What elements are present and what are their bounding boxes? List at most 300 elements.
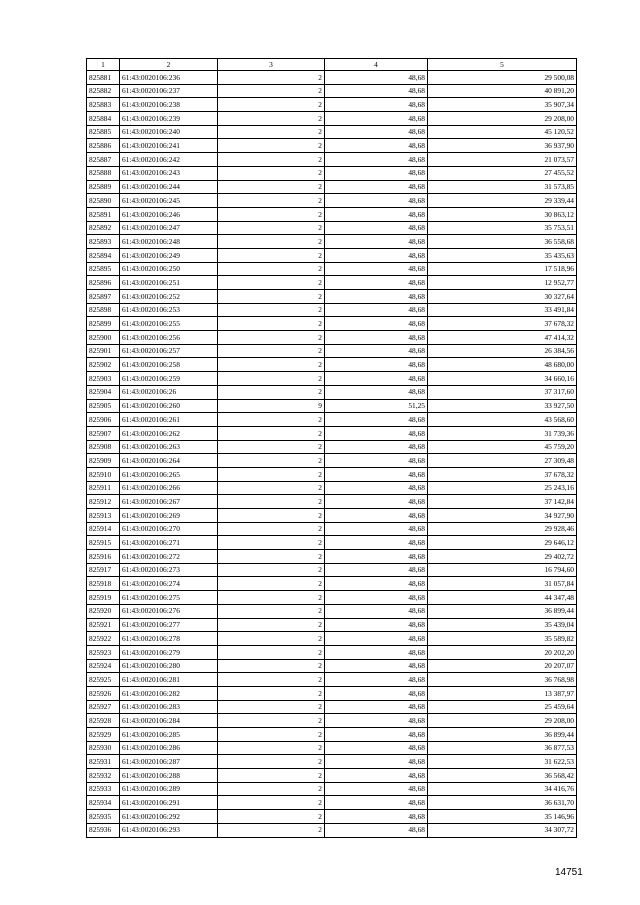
rate-value: 48,68: [325, 645, 428, 659]
amount-value: 36 899,44: [428, 604, 577, 618]
table-row: [87, 399, 577, 413]
rate-value: 48,68: [325, 563, 428, 577]
table-row: [87, 98, 577, 112]
cadastral-number: 61:43:0020106:243: [120, 166, 218, 180]
cadastral-number: 61:43:0020106:292: [120, 810, 218, 824]
category-code: 2: [218, 536, 325, 550]
amount-value: 34 307,72: [428, 823, 577, 837]
record-number: 825889: [87, 180, 120, 194]
rate-value: 48,68: [325, 413, 428, 427]
amount-value: 21 073,57: [428, 153, 577, 167]
rate-value: 48,68: [325, 454, 428, 468]
category-code: 2: [218, 84, 325, 98]
table-row: [87, 673, 577, 687]
table-row: [87, 180, 577, 194]
record-number: 825930: [87, 741, 120, 755]
category-code: 2: [218, 139, 325, 153]
cadastral-number: 61:43:0020106:249: [120, 248, 218, 262]
table-row: [87, 782, 577, 796]
column-header-4: 4: [325, 59, 428, 71]
category-code: 2: [218, 604, 325, 618]
rate-value: 48,68: [325, 714, 428, 728]
cadastral-number: 61:43:0020106:271: [120, 536, 218, 550]
table-row: [87, 426, 577, 440]
category-code: 2: [218, 290, 325, 304]
category-code: 2: [218, 235, 325, 249]
record-number: 825923: [87, 645, 120, 659]
amount-value: 20 202,20: [428, 645, 577, 659]
rate-value: 48,68: [325, 700, 428, 714]
rate-value: 48,68: [325, 385, 428, 399]
cadastral-number: 61:43:0020106:253: [120, 303, 218, 317]
table-row: [87, 509, 577, 523]
record-number: 825928: [87, 714, 120, 728]
table-row: [87, 769, 577, 783]
category-code: 2: [218, 495, 325, 509]
table-row: [87, 700, 577, 714]
rate-value: 48,68: [325, 180, 428, 194]
record-number: 825902: [87, 358, 120, 372]
rate-value: 48,68: [325, 372, 428, 386]
category-code: 2: [218, 153, 325, 167]
amount-value: 29 339,44: [428, 194, 577, 208]
rate-value: 48,68: [325, 810, 428, 824]
amount-value: 26 384,56: [428, 344, 577, 358]
table-header: [87, 59, 577, 71]
record-number: 825925: [87, 673, 120, 687]
rate-value: 48,68: [325, 467, 428, 481]
cadastral-number: 61:43:0020106:281: [120, 673, 218, 687]
rate-value: 48,68: [325, 166, 428, 180]
category-code: 2: [218, 331, 325, 345]
rate-value: 48,68: [325, 536, 428, 550]
record-number: 825897: [87, 290, 120, 304]
category-code: 2: [218, 591, 325, 605]
rate-value: 48,68: [325, 194, 428, 208]
amount-value: 36 768,98: [428, 673, 577, 687]
category-code: 2: [218, 125, 325, 139]
amount-value: 35 439,04: [428, 618, 577, 632]
cadastral-number: 61:43:0020106:26: [120, 385, 218, 399]
cadastral-number: 61:43:0020106:283: [120, 700, 218, 714]
rate-value: 48,68: [325, 139, 428, 153]
record-number: 825913: [87, 509, 120, 523]
record-number: 825915: [87, 536, 120, 550]
cadastral-number: 61:43:0020106:288: [120, 769, 218, 783]
cadastral-number: 61:43:0020106:278: [120, 632, 218, 646]
record-number: 825882: [87, 84, 120, 98]
table-row: [87, 714, 577, 728]
record-number: 825898: [87, 303, 120, 317]
cadastral-number: 61:43:0020106:250: [120, 262, 218, 276]
record-number: 825895: [87, 262, 120, 276]
cadastral-number: 61:43:0020106:248: [120, 235, 218, 249]
cadastral-number: 61:43:0020106:293: [120, 823, 218, 837]
rate-value: 48,68: [325, 235, 428, 249]
cadastral-number: 61:43:0020106:236: [120, 71, 218, 85]
table-row: [87, 481, 577, 495]
record-number: 825896: [87, 276, 120, 290]
amount-value: 27 309,48: [428, 454, 577, 468]
cadastral-number: 61:43:0020106:256: [120, 331, 218, 345]
cadastral-number: 61:43:0020106:267: [120, 495, 218, 509]
category-code: 2: [218, 796, 325, 810]
record-number: 825922: [87, 632, 120, 646]
category-code: 2: [218, 563, 325, 577]
amount-value: 29 402,72: [428, 550, 577, 564]
table-row: [87, 618, 577, 632]
amount-value: 44 347,48: [428, 591, 577, 605]
category-code: 2: [218, 426, 325, 440]
table-row: [87, 495, 577, 509]
record-number: 825935: [87, 810, 120, 824]
category-code: 2: [218, 481, 325, 495]
record-number: 825883: [87, 98, 120, 112]
category-code: 2: [218, 577, 325, 591]
record-number: 825927: [87, 700, 120, 714]
cadastral-number: 61:43:0020106:282: [120, 686, 218, 700]
category-code: 2: [218, 276, 325, 290]
amount-value: 31 739,36: [428, 426, 577, 440]
registry-table: [86, 58, 577, 838]
category-code: 2: [218, 262, 325, 276]
category-code: 2: [218, 317, 325, 331]
table-row: [87, 290, 577, 304]
amount-value: 13 387,97: [428, 686, 577, 700]
amount-value: 35 753,51: [428, 221, 577, 235]
table-row: [87, 344, 577, 358]
cadastral-number: 61:43:0020106:257: [120, 344, 218, 358]
record-number: 825920: [87, 604, 120, 618]
table-row: [87, 659, 577, 673]
rate-value: 48,68: [325, 755, 428, 769]
cadastral-number: 61:43:0020106:252: [120, 290, 218, 304]
amount-value: 25 243,16: [428, 481, 577, 495]
rate-value: 48,68: [325, 782, 428, 796]
amount-value: 30 863,12: [428, 207, 577, 221]
cadastral-number: 61:43:0020106:275: [120, 591, 218, 605]
amount-value: 29 646,12: [428, 536, 577, 550]
rate-value: 48,68: [325, 125, 428, 139]
rate-value: 48,68: [325, 290, 428, 304]
rate-value: 48,68: [325, 331, 428, 345]
cadastral-number: 61:43:0020106:247: [120, 221, 218, 235]
rate-value: 48,68: [325, 632, 428, 646]
record-number: 825929: [87, 728, 120, 742]
cadastral-number: 61:43:0020106:286: [120, 741, 218, 755]
record-number: 825909: [87, 454, 120, 468]
category-code: 2: [218, 372, 325, 386]
amount-value: 12 952,77: [428, 276, 577, 290]
rate-value: 48,68: [325, 796, 428, 810]
category-code: 2: [218, 248, 325, 262]
record-number: 825932: [87, 769, 120, 783]
cadastral-number: 61:43:0020106:291: [120, 796, 218, 810]
cadastral-number: 61:43:0020106:285: [120, 728, 218, 742]
amount-value: 35 146,96: [428, 810, 577, 824]
column-header-1: 1: [87, 59, 120, 71]
cadastral-number: 61:43:0020106:242: [120, 153, 218, 167]
table-row: [87, 728, 577, 742]
column-header-3: 3: [218, 59, 325, 71]
category-code: 2: [218, 303, 325, 317]
amount-value: 29 208,00: [428, 714, 577, 728]
record-number: 825933: [87, 782, 120, 796]
rate-value: 48,68: [325, 481, 428, 495]
record-number: 825919: [87, 591, 120, 605]
cadastral-number: 61:43:0020106:266: [120, 481, 218, 495]
amount-value: 35 435,63: [428, 248, 577, 262]
category-code: 2: [218, 112, 325, 126]
record-number: 825907: [87, 426, 120, 440]
record-number: 825884: [87, 112, 120, 126]
table-body: [87, 71, 577, 838]
record-number: 825916: [87, 550, 120, 564]
cadastral-number: 61:43:0020106:238: [120, 98, 218, 112]
cadastral-number: 61:43:0020106:289: [120, 782, 218, 796]
amount-value: 45 120,52: [428, 125, 577, 139]
amount-value: 31 057,84: [428, 577, 577, 591]
category-code: 2: [218, 810, 325, 824]
table-row: [87, 112, 577, 126]
record-number: 825918: [87, 577, 120, 591]
amount-value: 27 455,52: [428, 166, 577, 180]
rate-value: 48,68: [325, 741, 428, 755]
rate-value: 48,68: [325, 303, 428, 317]
table-row: [87, 577, 577, 591]
cadastral-number: 61:43:0020106:273: [120, 563, 218, 577]
column-header-2: 2: [120, 59, 218, 71]
cadastral-number: 61:43:0020106:284: [120, 714, 218, 728]
table-row: [87, 741, 577, 755]
amount-value: 34 660,16: [428, 372, 577, 386]
category-code: 2: [218, 440, 325, 454]
amount-value: 29 928,46: [428, 522, 577, 536]
record-number: 825885: [87, 125, 120, 139]
amount-value: 36 877,53: [428, 741, 577, 755]
cadastral-number: 61:43:0020106:265: [120, 467, 218, 481]
amount-value: 36 899,44: [428, 728, 577, 742]
rate-value: 48,68: [325, 317, 428, 331]
amount-value: 35 589,82: [428, 632, 577, 646]
cadastral-number: 61:43:0020106:264: [120, 454, 218, 468]
column-header-5: 5: [428, 59, 577, 71]
amount-value: 25 459,64: [428, 700, 577, 714]
table-row: [87, 153, 577, 167]
rate-value: 48,68: [325, 769, 428, 783]
cadastral-number: 61:43:0020106:261: [120, 413, 218, 427]
table-row: [87, 755, 577, 769]
category-code: 2: [218, 714, 325, 728]
record-number: 825934: [87, 796, 120, 810]
category-code: 2: [218, 385, 325, 399]
table-row: [87, 823, 577, 837]
category-code: 2: [218, 180, 325, 194]
category-code: 2: [218, 700, 325, 714]
record-number: 825931: [87, 755, 120, 769]
table-row: [87, 536, 577, 550]
amount-value: 45 759,20: [428, 440, 577, 454]
cadastral-number: 61:43:0020106:246: [120, 207, 218, 221]
table-row: [87, 796, 577, 810]
category-code: 2: [218, 509, 325, 523]
cadastral-number: 61:43:0020106:258: [120, 358, 218, 372]
table-row: [87, 221, 577, 235]
table-row: [87, 194, 577, 208]
category-code: 2: [218, 71, 325, 85]
amount-value: 37 317,60: [428, 385, 577, 399]
category-code: 2: [218, 686, 325, 700]
table-row: [87, 686, 577, 700]
record-number: 825906: [87, 413, 120, 427]
rate-value: 48,68: [325, 98, 428, 112]
rate-value: 48,68: [325, 618, 428, 632]
cadastral-number: 61:43:0020106:276: [120, 604, 218, 618]
category-code: 2: [218, 522, 325, 536]
rate-value: 48,68: [325, 823, 428, 837]
amount-value: 40 891,20: [428, 84, 577, 98]
table-row: [87, 385, 577, 399]
page-number: 14751: [555, 867, 583, 878]
rate-value: 48,68: [325, 153, 428, 167]
table-row: [87, 454, 577, 468]
table-row: [87, 317, 577, 331]
rate-value: 48,68: [325, 207, 428, 221]
record-number: 825924: [87, 659, 120, 673]
record-number: 825891: [87, 207, 120, 221]
category-code: 2: [218, 632, 325, 646]
record-number: 825910: [87, 467, 120, 481]
record-number: 825887: [87, 153, 120, 167]
rate-value: 51,25: [325, 399, 428, 413]
amount-value: 31 622,53: [428, 755, 577, 769]
cadastral-number: 61:43:0020106:259: [120, 372, 218, 386]
rate-value: 48,68: [325, 221, 428, 235]
cadastral-number: 61:43:0020106:237: [120, 84, 218, 98]
amount-value: 30 327,64: [428, 290, 577, 304]
table-row: [87, 413, 577, 427]
table-row: [87, 358, 577, 372]
category-code: 2: [218, 782, 325, 796]
amount-value: 36 631,70: [428, 796, 577, 810]
record-number: 825900: [87, 331, 120, 345]
category-code: 2: [218, 413, 325, 427]
record-number: 825894: [87, 248, 120, 262]
rate-value: 48,68: [325, 248, 428, 262]
table-row: [87, 467, 577, 481]
cadastral-number: 61:43:0020106:260: [120, 399, 218, 413]
rate-value: 48,68: [325, 509, 428, 523]
table-row: [87, 645, 577, 659]
cadastral-number: 61:43:0020106:244: [120, 180, 218, 194]
category-code: 2: [218, 454, 325, 468]
rate-value: 48,68: [325, 112, 428, 126]
table-row: [87, 810, 577, 824]
table-row: [87, 276, 577, 290]
amount-value: 35 907,34: [428, 98, 577, 112]
cadastral-number: 61:43:0020106:255: [120, 317, 218, 331]
category-code: 2: [218, 98, 325, 112]
rate-value: 48,68: [325, 728, 428, 742]
rate-value: 48,68: [325, 673, 428, 687]
record-number: 825886: [87, 139, 120, 153]
amount-value: 31 573,85: [428, 180, 577, 194]
category-code: 2: [218, 550, 325, 564]
record-number: 825899: [87, 317, 120, 331]
rate-value: 48,68: [325, 426, 428, 440]
cadastral-number: 61:43:0020106:277: [120, 618, 218, 632]
record-number: 825903: [87, 372, 120, 386]
amount-value: 36 558,68: [428, 235, 577, 249]
category-code: 2: [218, 221, 325, 235]
table-row: [87, 71, 577, 85]
record-number: 825917: [87, 563, 120, 577]
category-code: 2: [218, 728, 325, 742]
table-row: [87, 248, 577, 262]
rate-value: 48,68: [325, 276, 428, 290]
category-code: 2: [218, 467, 325, 481]
rate-value: 48,68: [325, 358, 428, 372]
category-code: 2: [218, 673, 325, 687]
table-row: [87, 303, 577, 317]
cadastral-number: 61:43:0020106:241: [120, 139, 218, 153]
table-row: [87, 604, 577, 618]
cadastral-number: 61:43:0020106:251: [120, 276, 218, 290]
rate-value: 48,68: [325, 522, 428, 536]
amount-value: 37 678,32: [428, 467, 577, 481]
rate-value: 48,68: [325, 659, 428, 673]
rate-value: 48,68: [325, 495, 428, 509]
cadastral-number: 61:43:0020106:280: [120, 659, 218, 673]
category-code: 2: [218, 741, 325, 755]
record-number: 825892: [87, 221, 120, 235]
category-code: 2: [218, 823, 325, 837]
amount-value: 20 207,07: [428, 659, 577, 673]
record-number: 825914: [87, 522, 120, 536]
category-code: 2: [218, 769, 325, 783]
rate-value: 48,68: [325, 344, 428, 358]
amount-value: 36 568,42: [428, 769, 577, 783]
record-number: 825912: [87, 495, 120, 509]
amount-value: 47 414,32: [428, 331, 577, 345]
table-row: [87, 563, 577, 577]
table-row: [87, 125, 577, 139]
category-code: 9: [218, 399, 325, 413]
rate-value: 48,68: [325, 591, 428, 605]
record-number: 825888: [87, 166, 120, 180]
table-row: [87, 166, 577, 180]
category-code: 2: [218, 645, 325, 659]
header-row: [87, 59, 577, 71]
table-row: [87, 372, 577, 386]
record-number: 825905: [87, 399, 120, 413]
record-number: 825881: [87, 71, 120, 85]
rate-value: 48,68: [325, 577, 428, 591]
amount-value: 36 937,90: [428, 139, 577, 153]
category-code: 2: [218, 358, 325, 372]
rate-value: 48,68: [325, 604, 428, 618]
rate-value: 48,68: [325, 262, 428, 276]
category-code: 2: [218, 344, 325, 358]
amount-value: 43 568,60: [428, 413, 577, 427]
cadastral-number: 61:43:0020106:269: [120, 509, 218, 523]
table-row: [87, 522, 577, 536]
rate-value: 48,68: [325, 440, 428, 454]
cadastral-number: 61:43:0020106:239: [120, 112, 218, 126]
table-row: [87, 207, 577, 221]
amount-value: 33 491,84: [428, 303, 577, 317]
cadastral-number: 61:43:0020106:262: [120, 426, 218, 440]
